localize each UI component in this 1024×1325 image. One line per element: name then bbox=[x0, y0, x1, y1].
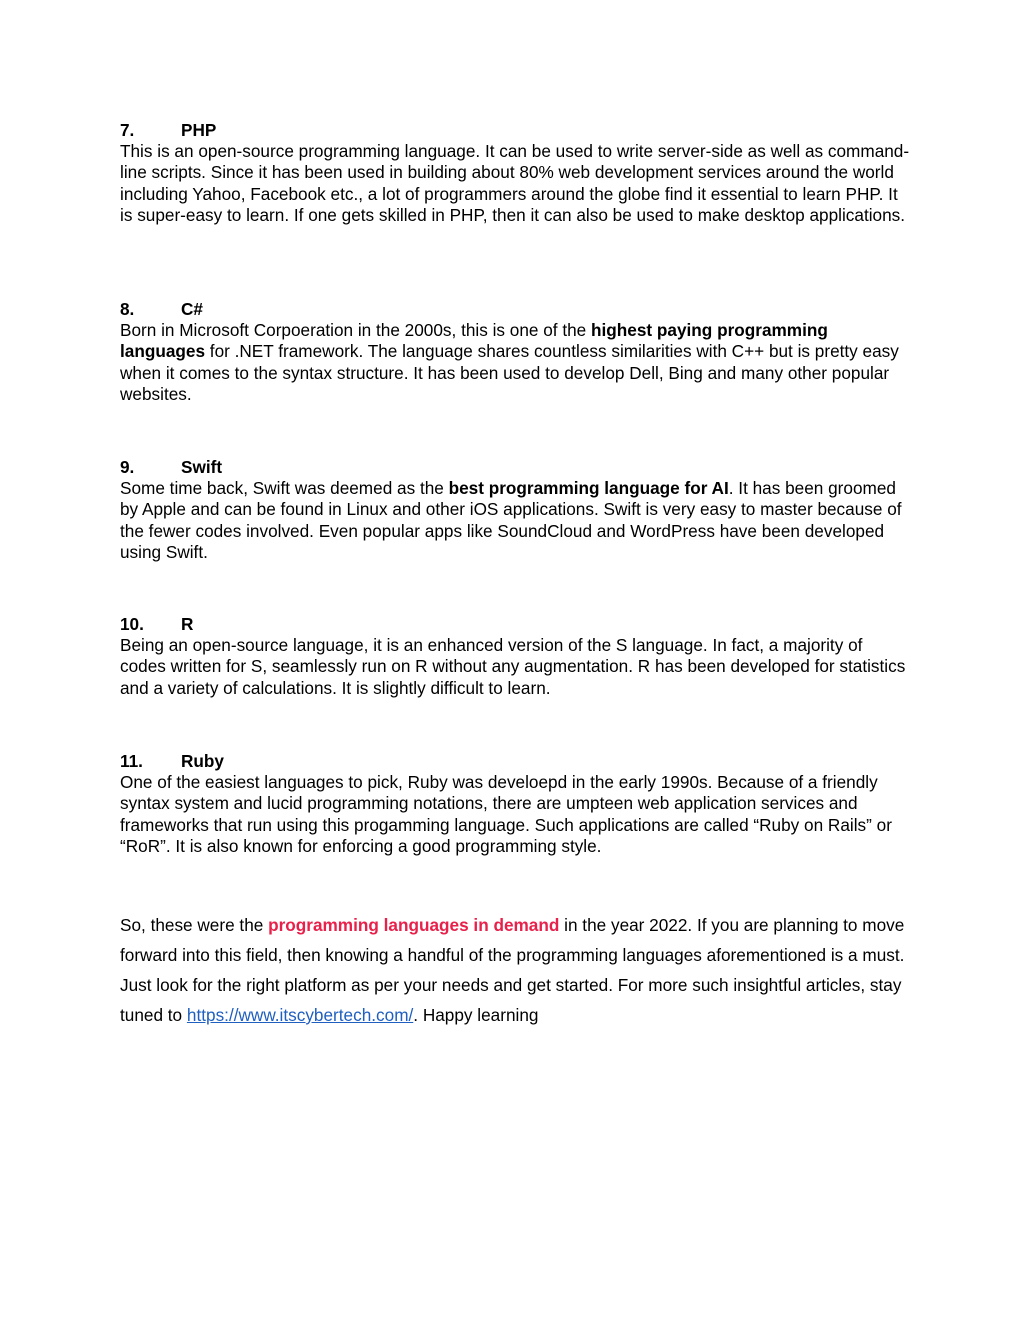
section-title: R bbox=[181, 614, 194, 634]
bold-phrase: highest paying programming languages bbox=[120, 320, 828, 362]
bold-phrase: best programming language for AI bbox=[448, 478, 729, 499]
section-title: C# bbox=[181, 299, 203, 319]
section-text bbox=[120, 478, 910, 563]
section-swift bbox=[120, 457, 910, 563]
section-heading bbox=[120, 457, 910, 478]
text-run: in the year 2022. If you are planning to move forward into this field, then knowing a handful of the programming languages aforementioned is a must. Just look for the right platform as per your needs and get started. For more such insightful articles, stay tuned to bbox=[120, 915, 905, 1025]
section-heading bbox=[120, 751, 910, 772]
section-title: PHP bbox=[181, 120, 217, 140]
section-heading bbox=[120, 614, 910, 635]
section-number: 10. bbox=[120, 614, 144, 634]
section-number: 11. bbox=[120, 751, 143, 771]
closing-paragraph bbox=[120, 910, 910, 1030]
text-run: Born in Microsoft Corpoeration in the 2000s, this is one of the bbox=[120, 320, 592, 341]
section-php bbox=[120, 120, 910, 226]
section-csharp bbox=[120, 299, 910, 405]
section-text: Being an open-source language, it is an enhanced version of the S language. In fact, a majority of codes written for S, seamlessly run on R without any augmentation. R has been developed for statistics and a variety of calculations. It is slightly difficult to learn. bbox=[120, 635, 906, 698]
text-run: for .NET framework. The language shares countless similarities with C++ but is pretty easy when it comes to the syntax structure. It has been used to develop Dell, Bing and many other popular websites. bbox=[120, 341, 899, 404]
section-ruby bbox=[120, 751, 910, 857]
section-number: 9. bbox=[120, 457, 135, 477]
text-run: So, these were the bbox=[120, 915, 269, 935]
section-number: 8. bbox=[120, 299, 135, 319]
section-title: Swift bbox=[181, 457, 223, 477]
section-text: One of the easiest languages to pick, Ruby was develoepd in the early 1990s. Because of a friendly syntax system and lucid programming notations, there are umpteen web application services and frameworks that run using this progamming language. Such applications are called “Ruby on Rails” or “RoR”. It is also known for enforcing a good programming style. bbox=[120, 772, 892, 856]
text-run: . Happy learning bbox=[413, 1005, 539, 1025]
section-text bbox=[120, 320, 910, 405]
text-run: . It has been groomed by Apple and can be found in Linux and other iOS applications. Swift is very easy to master because of the fewer codes involved. Even popular apps like SoundCloud and WordPress have been developed using Swift. bbox=[120, 478, 902, 562]
highlight-phrase: programming languages in demand bbox=[268, 915, 560, 935]
section-text: This is an open-source programming language. It can be used to write server-side as well as command-line scripts. Since it has been used in building about 80% web development services around the world including Yahoo, Facebook etc., a lot of programmers around the globe find it essential to learn PHP. It is super-easy to learn. If one gets skilled in PHP, then it can also be used to make desktop applications. bbox=[120, 141, 910, 225]
section-r bbox=[120, 614, 910, 699]
website-link[interactable]: https://www.itscybertech.com/ bbox=[186, 1005, 414, 1025]
text-run: Some time back, Swift was deemed as the bbox=[120, 478, 449, 499]
section-number: 7. bbox=[120, 120, 135, 140]
section-heading bbox=[120, 120, 910, 141]
section-heading bbox=[120, 299, 910, 320]
section-title: Ruby bbox=[181, 751, 224, 771]
